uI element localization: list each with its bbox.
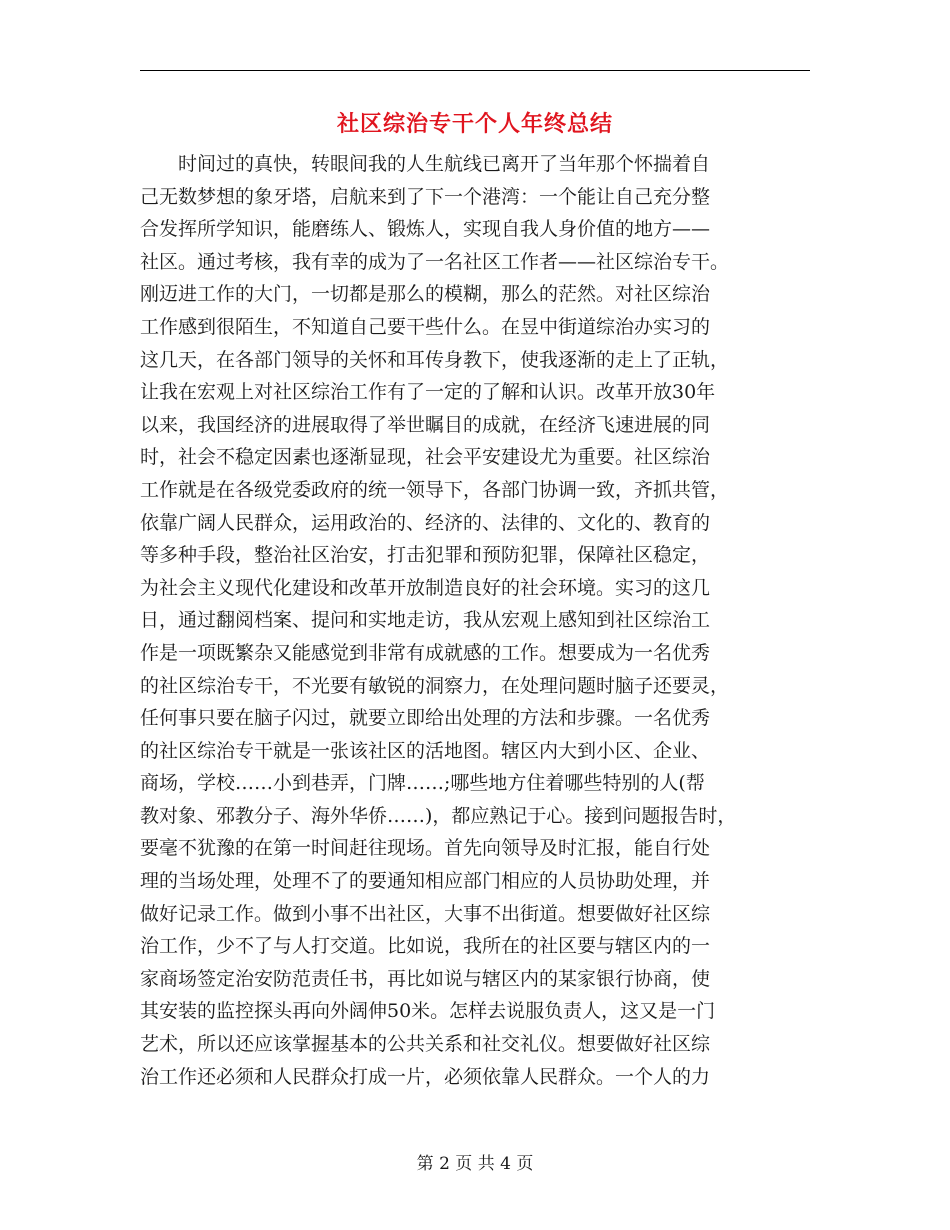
body-line: 理的当场处理，处理不了的要通知相应部门相应的人员协助处理，并	[140, 870, 711, 893]
body-line: 教对象、邪教分子、海外华侨……)，都应熟记于心。接到问题报告时，	[140, 804, 737, 827]
body-line: 依靠广阔人民群众，运用政治的、经济的、法律的、文化的、教育的	[140, 511, 711, 534]
document-title: 社区综治专干个人年终总结	[336, 111, 613, 137]
body-line: 合发挥所学知识，能磨练人、锻炼人，实现自我人身价值的地方——	[140, 218, 711, 241]
body-line: 的社区综治专干，不光要有敏锐的洞察力，在处理问题时脑子还要灵，	[140, 674, 730, 697]
body-line: 要毫不犹豫的在第一时间赶往现场。首先向领导及时汇报，能自行处	[140, 837, 711, 860]
body-line: 其安装的监控探头再向外阔伸50米。怎样去说服负责人，这又是一门	[140, 1000, 716, 1023]
body-line: 家商场签定治安防范责任书，再比如说与辖区内的某家银行协商，使	[140, 967, 711, 990]
body-line: 治工作还必须和人民群众打成一片，必须依靠人民群众。一个人的力	[140, 1065, 711, 1088]
document-body	[140, 148, 815, 1093]
body-line: 让我在宏观上对社区综治工作有了一定的了解和认识。改革开放30年	[140, 381, 716, 404]
body-line: 时，社会不稳定因素也逐渐显现，社会平安建设尤为重要。社区综治	[140, 446, 711, 469]
page-number-footer: 第 2 页 共 4 页	[416, 1154, 534, 1174]
body-line: 工作感到很陌生，不知道自己要干些什么。在昱中街道综治办实习的	[140, 315, 711, 338]
body-line: 等多种手段，整治社区治安，打击犯罪和预防犯罪，保障社区稳定，	[140, 544, 711, 567]
body-line: 任何事只要在脑子闪过，就要立即给出处理的方法和步骤。一名优秀	[140, 707, 711, 730]
body-line: 社区。通过考核，我有幸的成为了一名社区工作者——社区综治专干。	[140, 250, 730, 273]
body-line: 刚迈进工作的大门，一切都是那么的模糊，那么的茫然。对社区综治	[140, 283, 711, 306]
body-line: 作是一项既繁杂又能感觉到非常有成就感的工作。想要成为一名优秀	[140, 641, 711, 664]
body-line: 做好记录工作。做到小事不出社区，大事不出街道。想要做好社区综	[140, 902, 711, 925]
body-line: 艺术，所以还应该掌握基本的公共关系和社交礼仪。想要做好社区综	[140, 1033, 711, 1056]
body-line: 日，通过翻阅档案、提问和实地走访，我从宏观上感知到社区综治工	[140, 609, 711, 632]
body-line: 商场，学校……小到巷弄，门牌……;哪些地方住着哪些特别的人(帮	[140, 772, 705, 795]
header-rule	[140, 70, 810, 71]
body-line: 工作就是在各级党委政府的统一领导下，各部门协调一致，齐抓共管，	[140, 478, 730, 501]
body-line: 的社区综治专干就是一张该社区的活地图。辖区内大到小区、企业、	[140, 739, 711, 762]
body-line: 以来，我国经济的进展取得了举世瞩目的成就，在经济飞速进展的同	[140, 413, 711, 436]
body-line: 己无数梦想的象牙塔，启航来到了下一个港湾：一个能让自己充分整	[140, 185, 711, 208]
body-line: 这几天，在各部门领导的关怀和耳传身教下，使我逐渐的走上了正轨，	[140, 348, 730, 371]
body-line: 时间过的真快，转眼间我的人生航线已离开了当年那个怀揣着自	[178, 153, 711, 175]
body-line: 为社会主义现代化建设和改革开放制造良好的社会环境。实习的这几	[140, 576, 711, 599]
body-line: 治工作，少不了与人打交道。比如说，我所在的社区要与辖区内的一	[140, 935, 711, 958]
